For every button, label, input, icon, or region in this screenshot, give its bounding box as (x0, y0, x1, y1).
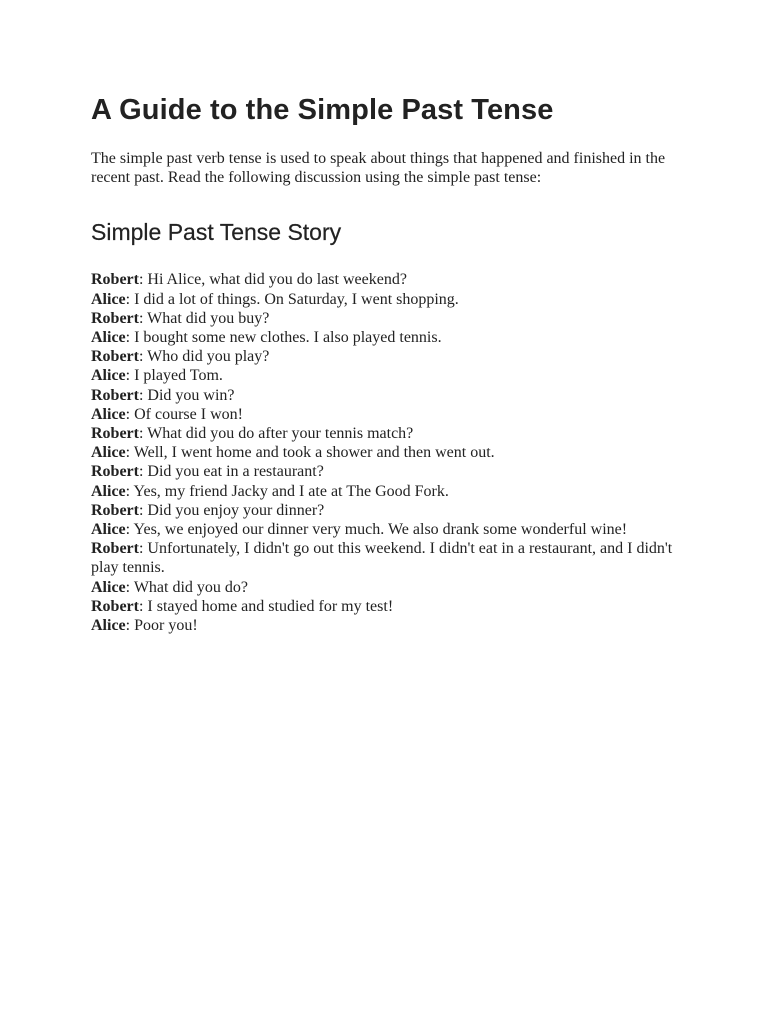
speaker-name: Robert (91, 463, 139, 481)
dialogue-line (91, 309, 681, 328)
dialogue-text: : Yes, my friend Jacky and I ate at The Good Fork. (125, 482, 449, 500)
dialogue-line (91, 501, 681, 520)
speaker-name: Robert (91, 271, 139, 289)
dialogue-line (91, 347, 681, 366)
dialogue-line (91, 270, 681, 289)
dialogue-text: : Yes, we enjoyed our dinner very much. We also drank some wonderful wine! (125, 521, 628, 539)
speaker-name: Robert (91, 309, 139, 327)
dialogue-line (91, 482, 681, 501)
dialogue-text: : Well, I went home and took a shower and then went out. (125, 444, 495, 462)
dialogue-line (91, 443, 681, 462)
document-page (91, 92, 681, 635)
dialogue-text: : What did you do after your tennis match? (138, 425, 414, 443)
dialogue-text: : Of course I won! (125, 405, 243, 423)
dialogue-line (91, 386, 681, 405)
dialogue-text: : What did you buy? (138, 309, 270, 327)
speaker-name: Alice (91, 617, 126, 635)
dialogue-line (91, 520, 681, 539)
dialogue-line (91, 539, 681, 577)
speaker-name: Robert (91, 597, 139, 615)
dialogue-line (91, 405, 681, 424)
dialogue-text: : Unfortunately, I didn't go out this weekend. I didn't eat in a restaurant, and I didn't play tennis. (91, 540, 673, 577)
dialogue-text: : Did you enjoy your dinner? (138, 501, 325, 519)
dialogue-line (91, 462, 681, 481)
dialogue-line (91, 578, 681, 597)
dialogue-text: : I played Tom. (125, 367, 223, 385)
speaker-name: Robert (91, 540, 139, 558)
speaker-name: Alice (91, 521, 126, 539)
dialogue-text: : Did you eat in a restaurant? (138, 463, 324, 481)
dialogue-text: : Who did you play? (138, 348, 270, 366)
speaker-name: Alice (91, 367, 126, 385)
speaker-name: Robert (91, 386, 139, 404)
dialogue-line (91, 616, 681, 635)
speaker-name: Alice (91, 405, 126, 423)
dialogue-line (91, 597, 681, 616)
dialogue-text: : Did you win? (138, 386, 235, 404)
speaker-name: Alice (91, 482, 126, 500)
dialogue-line (91, 424, 681, 443)
speaker-name: Alice (91, 444, 126, 462)
dialogue-text: : Hi Alice, what did you do last weekend? (138, 271, 407, 289)
dialogue-list (91, 270, 681, 635)
page-title: A Guide to the Simple Past Tense (91, 94, 554, 126)
speaker-name: Alice (91, 329, 126, 347)
dialogue-line (91, 328, 681, 347)
speaker-name: Robert (91, 348, 139, 366)
dialogue-text: : I did a lot of things. On Saturday, I went shopping. (125, 290, 459, 308)
speaker-name: Robert (91, 501, 139, 519)
dialogue-line (91, 366, 681, 385)
dialogue-text: : Poor you! (125, 617, 198, 635)
section-title: Simple Past Tense Story (91, 219, 342, 246)
intro-paragraph: The simple past verb tense is used to speak about things that happened and finished in the recent past. Read the following discussion using the simple past tense: (91, 150, 666, 187)
dialogue-text: : What did you do? (125, 578, 249, 596)
speaker-name: Alice (91, 578, 126, 596)
dialogue-line (91, 290, 681, 309)
dialogue-text: : I bought some new clothes. I also played tennis. (125, 329, 442, 347)
speaker-name: Robert (91, 425, 139, 443)
dialogue-text: : I stayed home and studied for my test! (138, 597, 394, 615)
speaker-name: Alice (91, 290, 126, 308)
